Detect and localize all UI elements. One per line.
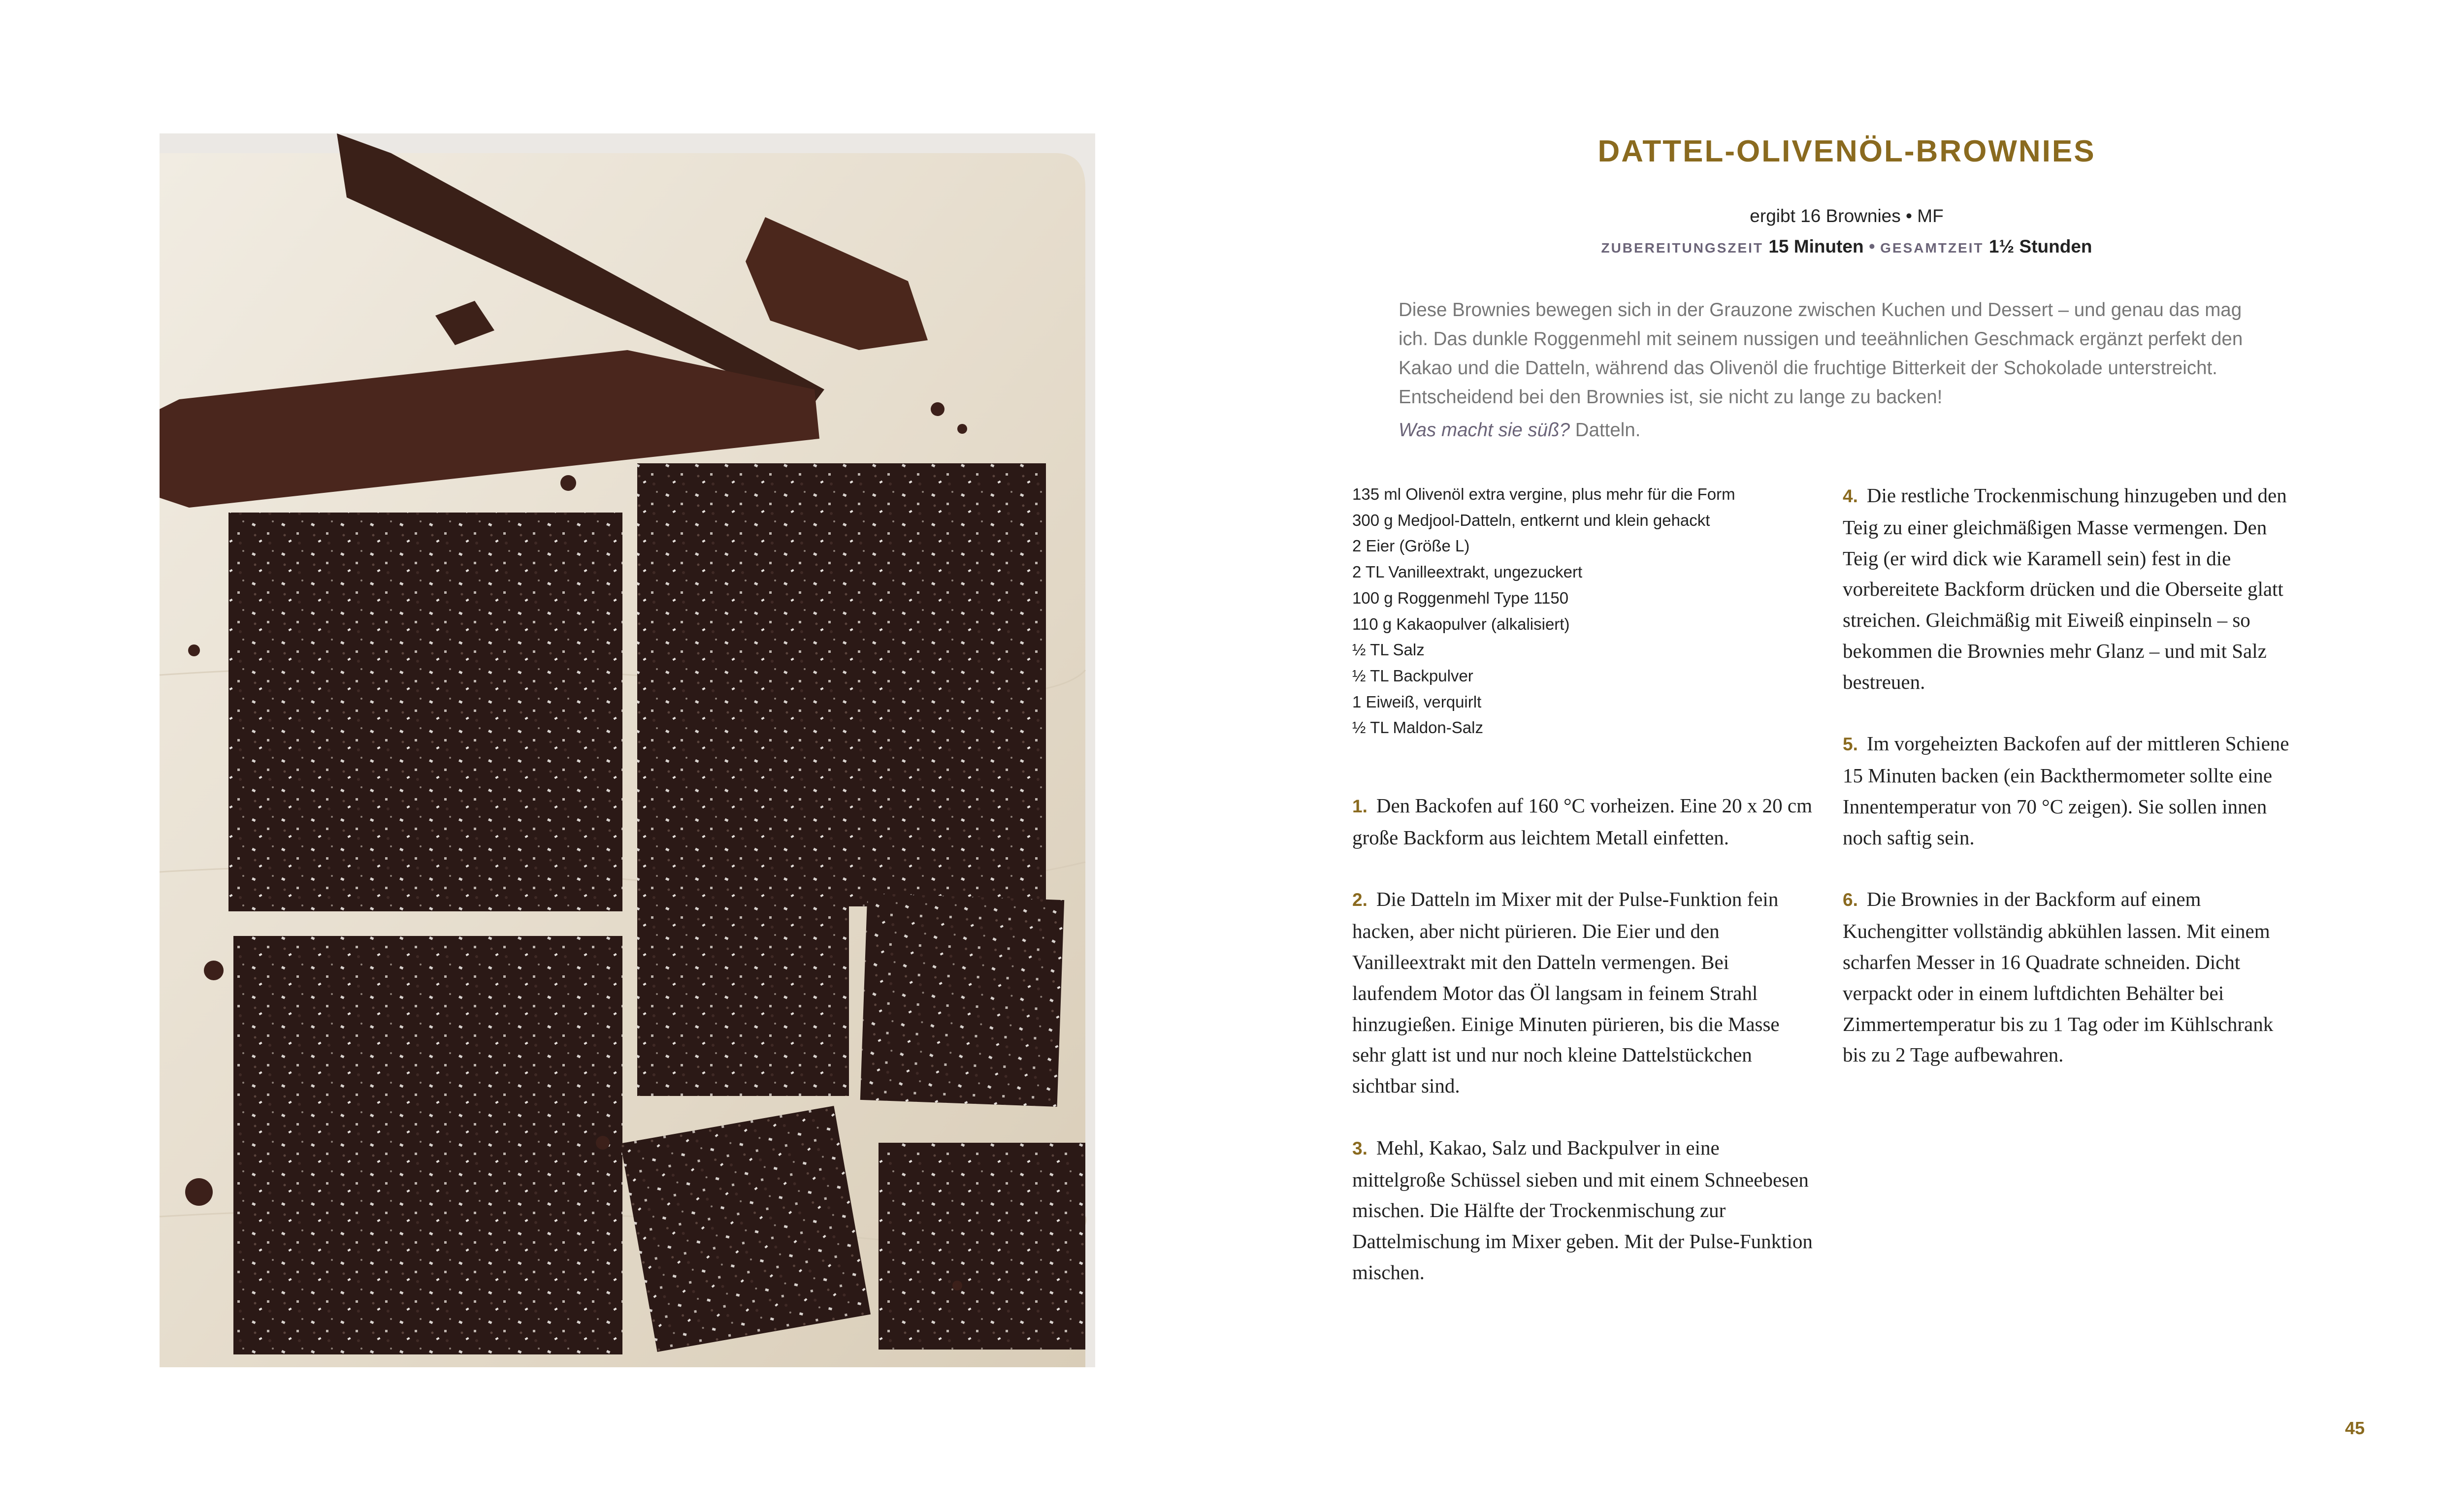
ingredient-list — [1352, 482, 1795, 741]
ingredient-item: 135 ml Olivenöl extra vergine, plus mehr für die Form — [1352, 485, 1735, 503]
step-number: 3. — [1352, 1138, 1368, 1158]
brownies-photo — [160, 133, 1095, 1367]
prep-time-label: ZUBEREITUNGSZEIT — [1601, 240, 1764, 256]
sweetener-question: Was macht sie süß? — [1399, 419, 1570, 441]
step-number: 4. — [1843, 486, 1858, 506]
intro-paragraph: Diese Brownies bewegen sich in der Grauzone zwischen Kuchen und Dessert – und genau das mag ich. Das dunkle Roggenmehl mit seinem nussigen und teeähnlichen Geschmack ergänzt perfekt den Kakao und die Datteln, während das Olivenöl die fruchtige Bitterkeit der Schokolade unterstreicht. Entscheidend bei den Brownies ist, sie nicht zu lange zu backen! — [1399, 299, 2243, 408]
step-number: 1. — [1352, 796, 1368, 816]
step-text: Die Brownies in der Backform auf einem Kuchengitter vollständig abkühlen lassen. Mit einem scharfen Messer in 16 Quadrate schneiden. Dicht verpackt oder in einem luftdichten Behälter bei Zimmertemperatur bis zu 1 Tag oder im Kühlschrank bis zu 2 Tage aufbewahren. — [1843, 888, 2274, 1066]
ingredient-item: ½ TL Salz — [1352, 641, 1425, 659]
ingredient-item: 110 g Kakaopulver (alkalisiert) — [1352, 614, 1570, 633]
recipe-title: DATTEL-OLIVENÖL-BROWNIES — [1597, 134, 2096, 168]
time-separator: • — [1868, 236, 1875, 257]
ingredient-item: ½ TL Maldon-Salz — [1352, 718, 1483, 737]
step-text: Mehl, Kakao, Salz und Backpulver in eine mittelgroße Schüssel sieben und mit einem Schneebesen mischen. Die Hälfte der Trockenmischung zur Dattelmischung im Mixer geben. Mit der Pulse-Funktion mischen. — [1352, 1136, 1813, 1284]
ingredient-item: 2 Eier (Größe L) — [1352, 537, 1470, 555]
step-text: Die Datteln im Mixer mit der Pulse-Funktion fein hacken, aber nicht pürieren. Die Eier und den Vanilleextrakt mit den Datteln vermengen. Bei laufendem Motor das Öl langsam in feinem Strahl hinzugießen. Einige Minuten pürieren, bis die Masse sehr glatt ist und nur noch kleine Dattelstückchen sichtbar sind. — [1352, 888, 1780, 1097]
ingredient-item: ½ TL Backpulver — [1352, 666, 1473, 685]
step-number: 2. — [1352, 890, 1368, 910]
sweetener-note — [1399, 419, 2250, 441]
total-time-label: GESAMTZEIT — [1880, 240, 1984, 256]
steps-column-left — [1352, 790, 1815, 1319]
step-text: Den Backofen auf 160 °C vorheizen. Eine 20 x 20 cm große Backform aus leichtem Metall einfetten. — [1352, 794, 1812, 849]
total-time-value: 1½ Stunden — [1988, 236, 2092, 257]
step-4 — [1843, 480, 2296, 698]
step-text: Die restliche Trockenmischung hinzugeben und den Teig zu einer gleichmäßigen Masse vermengen. Den Teig (er wird dick wie Karamell sein) fest in die vorbereitete Backform drücken und die Oberseite glatt streichen. Gleichmäßig mit Eiweiß einpinseln – so bekommen die Brownies mehr Glanz – und mit Salz bestreuen. — [1843, 484, 2287, 693]
prep-time-value: 15 Minuten — [1768, 236, 1864, 257]
ingredient-item: 100 g Roggenmehl Type 1150 — [1352, 588, 1569, 607]
step-3 — [1352, 1132, 1815, 1288]
recipe-yield: ergibt 16 Brownies • MF — [1750, 206, 1944, 226]
step-number: 5. — [1843, 734, 1858, 755]
steps-column-right — [1843, 480, 2296, 1101]
step-6 — [1843, 884, 2296, 1070]
step-2 — [1352, 884, 1815, 1101]
ingredient-item: 300 g Medjool-Datteln, entkernt und klein gehackt — [1352, 511, 1710, 529]
ingredient-item: 1 Eiweiß, verquirlt — [1352, 692, 1482, 711]
step-1 — [1352, 790, 1815, 853]
step-number: 6. — [1843, 890, 1858, 910]
sweetener-answer: Datteln. — [1575, 419, 1641, 441]
step-text: Im vorgeheizten Backofen auf der mittleren Schiene 15 Minuten backen (ein Backthermometer sollte eine Innentemperatur von 70 °C zeigen). Sie sollen innen noch saftig sein. — [1843, 732, 2289, 849]
recipe-times — [1339, 236, 2354, 257]
brownies-photo-illustration — [160, 133, 1095, 1367]
ingredient-item: 2 TL Vanilleextrakt, ungezuckert — [1352, 563, 1583, 581]
page-number: 45 — [2345, 1418, 2365, 1438]
step-5 — [1843, 728, 2296, 853]
